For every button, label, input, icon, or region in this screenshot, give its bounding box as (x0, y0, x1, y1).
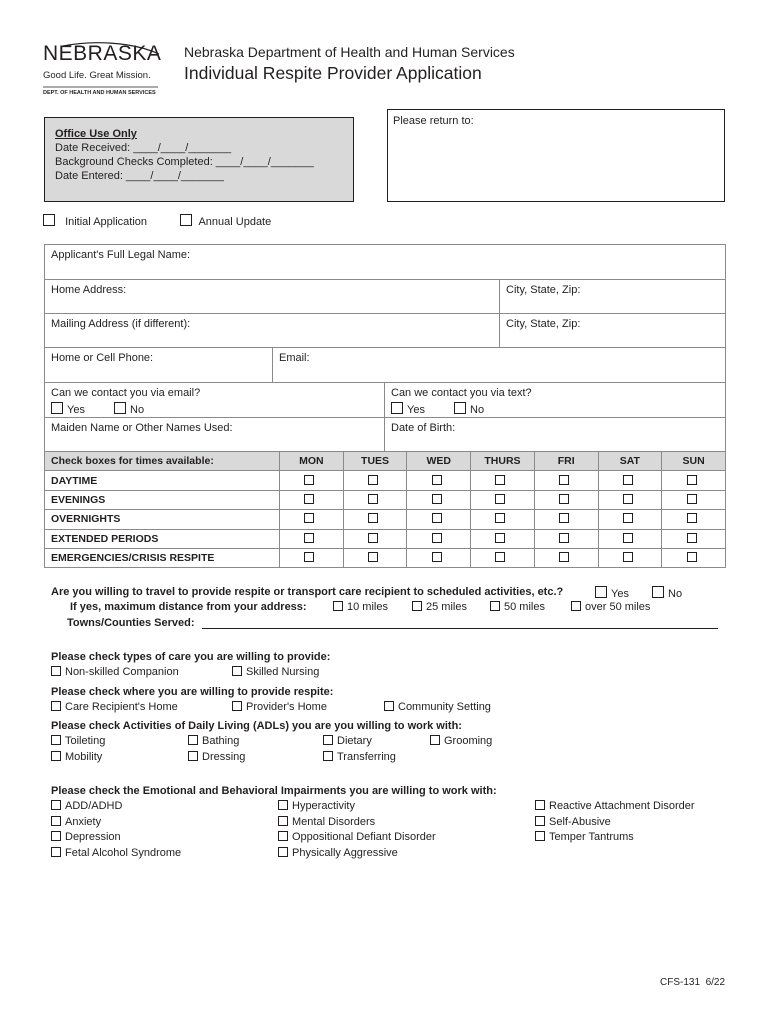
checkbox-icon[interactable] (114, 402, 126, 414)
impairments-heading: Please check the Emotional and Behavioral Impairments you are willing to work with: (51, 785, 497, 797)
checkbox-icon[interactable] (278, 831, 288, 841)
city-state-zip-label: City, State, Zip: (506, 284, 581, 296)
availability-row (45, 490, 726, 509)
towns-label: Towns/Counties Served: (67, 617, 195, 629)
checkbox-icon[interactable] (323, 735, 333, 745)
impairment-option[interactable] (278, 800, 355, 812)
impairment-label: Physically Aggressive (292, 847, 398, 859)
care-type-option[interactable] (232, 666, 319, 678)
email-field[interactable] (272, 347, 726, 383)
distance-option-25[interactable] (412, 601, 467, 613)
location-option[interactable] (51, 701, 178, 713)
availability-row (45, 471, 726, 490)
adl-label: Dietary (337, 735, 372, 747)
checkbox-icon[interactable] (454, 402, 466, 414)
checkbox-icon[interactable] (495, 552, 505, 562)
day-header: MON (280, 452, 344, 471)
checkbox-icon[interactable] (623, 494, 633, 504)
checkbox-icon[interactable] (51, 831, 61, 841)
checkbox-icon[interactable] (430, 735, 440, 745)
distance-label: If yes, maximum distance from your address: (70, 601, 307, 613)
checkbox-icon[interactable] (232, 666, 242, 676)
checkbox-icon[interactable] (687, 494, 697, 504)
adl-label: Toileting (65, 735, 106, 747)
adl-label: Transferring (337, 751, 396, 763)
office-use-box (44, 117, 354, 202)
checkbox-icon[interactable] (432, 513, 442, 523)
availability-row (45, 548, 726, 567)
checkbox-icon[interactable] (384, 701, 394, 711)
availability-table (44, 451, 726, 568)
checkbox-icon[interactable] (571, 601, 581, 611)
impairment-option[interactable] (535, 800, 695, 812)
checkbox-icon[interactable] (535, 800, 545, 810)
adl-label: Dressing (202, 751, 246, 763)
adl-option[interactable] (188, 751, 245, 763)
checkbox-icon[interactable] (304, 513, 314, 523)
checkbox-icon[interactable] (368, 494, 378, 504)
initial-application-option[interactable] (43, 214, 147, 228)
distance-label-10: 10 miles (347, 601, 388, 613)
checkbox-icon[interactable] (51, 666, 61, 676)
location-option[interactable] (384, 701, 491, 713)
checkbox-icon[interactable] (432, 533, 442, 543)
contact-email-no: No (130, 404, 145, 416)
adl-label: Grooming (444, 735, 493, 747)
impairment-label: Anxiety (65, 816, 102, 828)
availability-row-label: EMERGENCIES/CRISIS RESPITE (45, 548, 280, 567)
distance-label-over-50: over 50 miles (585, 601, 651, 613)
initial-application-label: Initial Application (65, 216, 148, 228)
checkbox-icon[interactable] (652, 586, 664, 598)
logo-dept: DEPT. OF HEALTH AND HUMAN SERVICES (43, 90, 156, 96)
checkbox-icon[interactable] (495, 475, 505, 485)
checkbox-icon[interactable] (432, 475, 442, 485)
home-address-field[interactable] (44, 279, 500, 314)
background-checks-field: Background Checks Completed: ____/____/_______ (55, 156, 314, 168)
impairment-option[interactable] (51, 831, 121, 843)
checkbox-icon[interactable] (278, 847, 288, 857)
contact-text-label: Can we contact you via text? (391, 387, 532, 399)
contact-email-yes: Yes (67, 404, 85, 416)
checkbox-icon[interactable] (278, 800, 288, 810)
impairment-label: Reactive Attachment Disorder (549, 800, 695, 812)
date-received-field: Date Received: ____/____/_______ (55, 142, 232, 154)
impairment-label: Temper Tantrums (549, 831, 634, 843)
email-label: Email: (279, 352, 310, 364)
travel-question: Are you willing to travel to provide respite or transport care recipient to scheduled activities, etc.? (51, 586, 564, 598)
checkbox-icon[interactable] (623, 533, 633, 543)
checkbox-icon[interactable] (323, 751, 333, 761)
care-type-label: Skilled Nursing (246, 666, 320, 678)
care-types-heading: Please check types of care you are willing to provide: (51, 651, 331, 663)
distance-option-50[interactable] (490, 601, 545, 613)
towns-input-line[interactable] (202, 628, 718, 629)
availability-row (45, 510, 726, 529)
dob-label: Date of Birth: (391, 422, 456, 434)
adls-heading: Please check Activities of Daily Living (ADLs) you are you willing to work with: (51, 720, 462, 732)
day-header: SAT (598, 452, 662, 471)
return-to-box (387, 109, 725, 202)
date-entered-field: Date Entered: ____/____/_______ (55, 170, 224, 182)
checkbox-icon[interactable] (623, 513, 633, 523)
checkbox-icon[interactable] (51, 800, 61, 810)
checkbox-icon[interactable] (304, 494, 314, 504)
city-state-zip-field[interactable] (499, 279, 726, 314)
checkbox-icon[interactable] (51, 735, 61, 745)
checkbox-icon[interactable] (687, 533, 697, 543)
location-option[interactable] (232, 701, 327, 713)
checkbox-icon[interactable] (687, 475, 697, 485)
form-number: CFS-131 6/22 (660, 977, 726, 988)
day-header: TUES (343, 452, 407, 471)
maiden-name-field[interactable] (44, 417, 385, 452)
checkbox-icon[interactable] (51, 402, 63, 414)
availability-row-label: EXTENDED PERIODS (45, 529, 280, 548)
contact-email-label: Can we contact you via email? (51, 387, 201, 399)
mailing-address-field[interactable] (44, 313, 500, 348)
logo-word: NEBRASKA (43, 42, 162, 65)
contact-email-cell (44, 382, 385, 418)
day-header: FRI (534, 452, 598, 471)
checkbox-icon[interactable] (368, 513, 378, 523)
checkbox-icon[interactable] (559, 552, 569, 562)
checkbox-icon[interactable] (495, 494, 505, 504)
checkbox-icon[interactable] (333, 601, 343, 611)
impairment-label: Mental Disorders (292, 816, 376, 828)
impairment-option[interactable] (535, 816, 611, 828)
day-header: WED (407, 452, 471, 471)
checkbox-icon[interactable] (687, 552, 697, 562)
impairment-option[interactable] (51, 816, 101, 828)
availability-row-label: DAYTIME (45, 471, 280, 490)
checkbox-icon[interactable] (368, 552, 378, 562)
checkbox-icon[interactable] (391, 402, 403, 414)
phone-label: Home or Cell Phone: (51, 352, 154, 364)
checkbox-icon[interactable] (368, 533, 378, 543)
location-label: Care Recipient's Home (65, 701, 178, 713)
availability-header-row (45, 452, 726, 471)
checkbox-icon[interactable] (188, 735, 198, 745)
logo-tagline: Good Life. Great Mission. (43, 70, 151, 81)
availability-row (45, 529, 726, 548)
adl-option[interactable] (188, 735, 239, 747)
towns-row (67, 617, 195, 629)
impairment-label: Depression (65, 831, 121, 843)
travel-yes-label: Yes (611, 588, 629, 600)
mailing-address-label: Mailing Address (if different): (51, 318, 191, 330)
impairment-label: ADD/ADHD (65, 800, 123, 812)
annual-update-label: Annual Update (198, 216, 272, 228)
travel-question-row (51, 586, 563, 598)
availability-row-label: EVENINGS (45, 490, 280, 509)
contact-text-no: No (470, 404, 485, 416)
day-header: SUN (662, 452, 726, 471)
impairment-option[interactable] (535, 831, 634, 843)
maiden-name-label: Maiden Name or Other Names Used: (51, 422, 233, 434)
checkbox-icon[interactable] (495, 533, 505, 543)
checkbox-icon[interactable] (687, 513, 697, 523)
agency-name: Nebraska Department of Health and Human Services (184, 44, 515, 60)
distance-label-25: 25 miles (426, 601, 467, 613)
care-type-label: Non-skilled Companion (65, 666, 179, 678)
page-title: Individual Respite Provider Application (184, 63, 482, 83)
checkbox-icon[interactable] (304, 552, 314, 562)
checkbox-icon[interactable] (595, 586, 607, 598)
dob-field[interactable] (384, 417, 726, 452)
impairment-option[interactable] (51, 847, 181, 859)
checkbox-icon[interactable] (559, 533, 569, 543)
checkbox-icon[interactable] (368, 475, 378, 485)
checkbox-icon[interactable] (43, 214, 55, 226)
checkbox-icon[interactable] (495, 513, 505, 523)
checkbox-icon[interactable] (559, 475, 569, 485)
office-use-heading: Office Use Only (55, 128, 137, 140)
mailing-city-state-zip-label: City, State, Zip: (506, 318, 581, 330)
availability-row-label: OVERNIGHTS (45, 510, 280, 529)
impairment-label: Fetal Alcohol Syndrome (65, 847, 182, 859)
adl-option[interactable] (323, 751, 396, 763)
impairment-label: Hyperactivity (292, 800, 355, 812)
travel-yes-option[interactable] (595, 586, 629, 600)
checkbox-icon[interactable] (432, 552, 442, 562)
day-header: THURS (471, 452, 535, 471)
checkbox-icon[interactable] (51, 816, 61, 826)
checkbox-icon[interactable] (432, 494, 442, 504)
impairment-label: Oppositional Defiant Disorder (292, 831, 436, 843)
adl-option[interactable] (323, 735, 372, 747)
checkbox-icon[interactable] (232, 701, 242, 711)
travel-no-label: No (668, 588, 683, 600)
full-name-label: Applicant's Full Legal Name: (51, 249, 191, 261)
adl-option[interactable] (51, 751, 102, 763)
annual-update-option[interactable] (180, 214, 271, 228)
availability-header: Check boxes for times available: (45, 452, 280, 471)
care-type-option[interactable] (51, 666, 179, 678)
checkbox-icon[interactable] (623, 552, 633, 562)
checkbox-icon[interactable] (559, 513, 569, 523)
nebraska-logo (43, 40, 163, 98)
checkbox-icon[interactable] (188, 751, 198, 761)
checkbox-icon[interactable] (412, 601, 422, 611)
location-label: Community Setting (398, 701, 491, 713)
adl-option[interactable] (430, 735, 492, 747)
checkbox-icon[interactable] (559, 494, 569, 504)
checkbox-icon[interactable] (304, 533, 314, 543)
checkbox-icon[interactable] (180, 214, 192, 226)
adl-option[interactable] (51, 735, 105, 747)
distance-label-50: 50 miles (504, 601, 545, 613)
travel-no-option[interactable] (652, 586, 682, 600)
adl-label: Mobility (65, 751, 103, 763)
distance-option-over-50[interactable] (571, 601, 650, 613)
checkbox-icon[interactable] (51, 701, 61, 711)
phone-field[interactable] (44, 347, 273, 383)
impairment-option[interactable] (278, 847, 398, 859)
contact-text-yes: Yes (407, 404, 425, 416)
checkbox-icon[interactable] (51, 751, 61, 761)
adl-label: Bathing (202, 735, 240, 747)
impairment-option[interactable] (51, 800, 122, 812)
locations-heading: Please check where you are willing to provide respite: (51, 686, 334, 698)
contact-text-cell (384, 382, 726, 418)
checkbox-icon[interactable] (535, 831, 545, 841)
full-name-field[interactable] (44, 244, 726, 280)
distance-row (70, 601, 307, 613)
checkbox-icon[interactable] (535, 816, 545, 826)
return-to-label: Please return to: (393, 115, 474, 127)
checkbox-icon[interactable] (623, 475, 633, 485)
impairment-label: Self-Abusive (549, 816, 611, 828)
checkbox-icon[interactable] (278, 816, 288, 826)
distance-option-10[interactable] (333, 601, 388, 613)
checkbox-icon[interactable] (51, 847, 61, 857)
location-label: Provider's Home (246, 701, 327, 713)
mailing-city-state-zip-field[interactable] (499, 313, 726, 348)
impairment-option[interactable] (278, 831, 436, 843)
home-address-label: Home Address: (51, 284, 127, 296)
checkbox-icon[interactable] (304, 475, 314, 485)
impairment-option[interactable] (278, 816, 375, 828)
checkbox-icon[interactable] (490, 601, 500, 611)
